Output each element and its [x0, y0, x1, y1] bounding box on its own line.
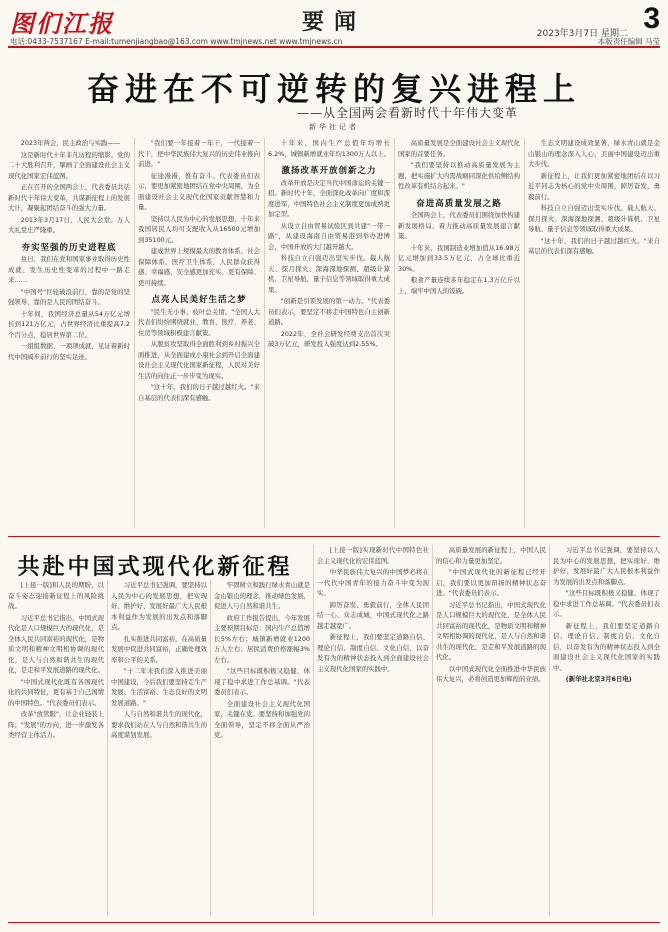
column-divider [313, 545, 314, 916]
paragraph: 新征程上，我们要坚定道路自信、理论自信、制度自信、文化自信，以奋发有为的精神状态投入到全面建设社会主义现代化国家的实践中。 [553, 621, 660, 672]
column-divider [107, 580, 108, 916]
paragraph: "我们要坚持以推动高质量发展为主题，把实施扩大内需战略同深化供给侧结构性改革有机结合起来。" [398, 161, 520, 190]
paragraph: 踔厉奋发、勇毅前行，全体人民团结一心、众志成城，中国式现代化之路越走越宽广。 [317, 600, 429, 630]
paragraph: 全面建设社会主义现代化国家，关键在党。要坚持和加强党的全面领导，坚定不移全面从严治党。 [214, 699, 310, 739]
paragraph: 这是新时代十年非凡历程的缩影。党的二十大胜利召开，擘画了全面建设社会主义现代化国家宏伟蓝图。 [8, 150, 130, 180]
column-divider [549, 545, 550, 916]
paragraph: 一组组数据、一项项成就，见证着新时代中国阔步前行的坚实足迹。 [8, 342, 130, 361]
paragraph: 鱼日，我们在党和国家事业取得历史性成就、发生历史性变革的过程中一路走来…… [8, 255, 130, 284]
paragraph: "创新是引领发展的第一动力。"代表委员们表示，要坚定不移走中国特色自主创新道路。 [268, 297, 390, 326]
paragraph: 十年来，我国制造业增加值从16.98万亿元增加到33.5万亿元，占全球比重近30%。 [398, 243, 520, 273]
paragraph: [上接一版]实现新时代中国特色社会主义现代化的宏伟蓝图。 [317, 546, 429, 565]
paragraph: 中华民族伟大复兴的中国梦必将在一代代中国青年的接力奋斗中变为现实。 [317, 568, 429, 597]
paragraph: 新征程上，让我们更加紧密地团结在以习近平同志为核心的党中央周围，踔厉奋发、勇毅前行。 [528, 171, 660, 201]
article1-column-2 [138, 138, 260, 530]
paragraph: 生态文明建设成效显著，绿水青山就是金山银山的理念深入人心，美丽中国建设迈出重大步伐。 [528, 139, 660, 168]
paragraph: 习近平总书记指出，中国式现代化是人口规模巨大的现代化，是全体人民共同富裕的现代化，是物质文明和精神文明相协调的现代化，是人与自然和谐共生的现代化，是走和平发展道路的现代化。 [8, 613, 104, 674]
paragraph: 牢固树立和践行绿水青山就是金山银山的理念，推动绿色发展，促进人与自然和谐共生。 [214, 581, 310, 610]
article2-column-6 [553, 545, 660, 918]
paragraph: "民生无小事，枝叶总关情。"全国人大代表们纷纷围绕就业、教育、医疗、养老、住房等领域积极建言献策。 [138, 307, 260, 337]
paragraph: 政府工作报告提出，今年发展主要预期目标是：国内生产总值增长5%左右；城镇新增就业1200万人左右；居民消费价格涨幅3%左右。 [214, 613, 310, 664]
paragraph: "这些目标既积极又稳健，体现了稳中求进工作总基调。"代表委员们表示。 [553, 589, 660, 618]
paragraph: 新征程上，我们要坚定道路自信、理论自信、制度自信、文化自信，以奋发有为的精神状态投入到全面建设社会主义现代化国家的实践中。 [317, 633, 429, 673]
paragraph: 建成世界上规模最大的教育体系、社会保障体系、医疗卫生体系，人民群众获得感、幸福感、安全感更加充实、更有保障、更可持续。 [138, 247, 260, 287]
publication-date: 2023年3月7日 星期二 [536, 29, 628, 39]
footer-rule [8, 922, 660, 923]
paragraph: 科技自立自强迈出坚实步伐。载人航天、探月探火、深海深地探测、超级计算机、卫星导航、量子信息等领域取得重大成果。 [528, 204, 660, 233]
paragraph: 十年间，我国经济总量从54万亿元增长到121万亿元，占世界经济比重提高7.2个百分点，稳居世界第二位。 [8, 309, 130, 339]
newspaper-logo: 图们江报 [10, 9, 114, 38]
paragraph: 正在召开的全国两会上，代表委员共话新时代十年伟大变革，共谋新征程上的发展大计，凝聚起团结奋斗的强大力量。 [8, 183, 130, 212]
column-divider [210, 580, 211, 916]
paragraph: 征途漫漫，惟有奋斗。代表委员们表示，要更加紧密地团结在党中央周围，为全面建设社会主义现代化国家贡献智慧和力量。 [138, 171, 260, 211]
article2-column-2 [111, 580, 207, 918]
paragraph: 从脱贫攻坚取得全面胜利到乡村振兴全面推进，从全面建成小康社会到开启全面建设社会主义现代化国家新征程，人民对美好生活的向往正一步步变为现实。 [138, 340, 260, 380]
article2-column-4 [317, 545, 429, 918]
paragraph: 从设立自由贸易试验区到共建"一带一路"，从建设海南自由贸易港到举办进博会，中国开放的大门越开越大。 [268, 221, 390, 251]
paragraph: 高质量发展是全面建设社会主义现代化国家的首要任务。 [398, 139, 520, 158]
paragraph: "中国式现代化的新征程已经开启，我们要以更加昂扬的精神状态奋进。"代表委员们表示。 [436, 568, 546, 597]
paragraph: 习近平总书记指出，中国式现代化是人口规模巨大的现代化，是全体人民共同富裕的现代化，是物质文明和精神文明相协调的现代化，是人与自然和谐共生的现代化，是走和平发展道路的现代化。 [436, 600, 546, 661]
article2-column-1 [8, 580, 104, 918]
column-divider [134, 138, 135, 528]
paragraph: "这十年，我们的日子越过越红火。"来自基层的代表们深有感触。 [528, 236, 660, 255]
source-note: (新华社北京3月6日电) [565, 675, 632, 683]
paragraph: "中国式现代化既有各国现代化的共同特征，更有基于自己国情的中国特色。"代表委员们表示。 [8, 677, 104, 707]
paragraph: "这十年，我们的日子越过越红火。"来自基层的代表们深有感触。 [138, 383, 260, 402]
paragraph: 坚持以人民为中心的发展思想，十年来我国居民人均可支配收入从16500元增加到35100元。 [138, 214, 260, 244]
section-subhead: 奋进高质量发展之路 [416, 198, 502, 209]
byline: 新华社记者 [309, 123, 359, 131]
header-rule [8, 46, 660, 48]
column-divider [264, 138, 265, 528]
column-divider [394, 138, 395, 528]
section-name: 要闻 [301, 9, 366, 35]
paragraph: 科技自立自强迈出坚实步伐。载人航天、探月探火、深海深地探测、超级计算机、卫星导航、量子信息等领域取得重大成果。 [268, 254, 390, 294]
main-headline: 奋进在不可逆转的复兴进程上 [86, 70, 581, 108]
paragraph: 改革开放是决定当代中国命运的关键一招。新时代十年，全面深化改革向广度和深度进军，中国特色社会主义制度更加成熟更加定型。 [268, 178, 390, 218]
paragraph: 习近平总书记强调，要坚持以人民为中心的发展思想，把实现好、维护好、发展好最广大人民根本利益作为发展的出发点和落脚点。 [553, 546, 660, 586]
paragraph: 扎实推进共同富裕，在高质量发展中促进共同富裕，正确处理效率和公平的关系。 [111, 634, 207, 664]
paragraph: 十年来，国内生产总值年均增长6.2%，城镇新增就业年均1300万人以上。 [268, 139, 390, 158]
section-subhead: 点亮人民美好生活之梦 [151, 295, 247, 305]
second-headline: 共赴中国式现代化新征程 [17, 555, 293, 580]
paragraph: 2023年两会，民主政治与实践—— [20, 139, 121, 147]
paragraph: "我们要一年接着一年干，一代接着一代干，把中华民族伟大复兴的历史伟业推向前进。" [138, 139, 260, 168]
article1-column-1 [8, 138, 130, 530]
paragraph: "中国号"巨轮破浪前行，靠的是党的坚强领导、靠的是人民的团结奋斗。 [8, 287, 130, 306]
paragraph: "这些目标既积极又稳健，体现了稳中求进工作总基调。"代表委员们表示。 [214, 667, 310, 696]
column-divider [432, 545, 433, 916]
paragraph: 全国两会上，代表委员们围绕加快构建新发展格局、着力推动高质量发展建言献策。 [398, 211, 520, 240]
paragraph: 粮食产量连续多年稳定在1.3万亿斤以上，端牢中国人的饭碗。 [398, 276, 520, 295]
contact-info: 电话:0433-7537167 E-mail:tumenjiangbao@163.com www.tmjnews.net www.tmjnews.cn [10, 37, 343, 46]
article1-column-5 [528, 138, 660, 530]
main-subheadline: ——从全国两会看新时代十年伟大变革 [296, 106, 518, 120]
article-separator [8, 536, 660, 537]
page-number: 3 [643, 2, 660, 35]
paragraph: 以中国式现代化全面推进中华民族伟大复兴，必将创造更加辉煌的业绩。 [436, 664, 546, 683]
editor-credit: 本版责任编辑 马莹 [597, 37, 660, 46]
article1-column-4 [398, 138, 520, 530]
column-divider [524, 138, 525, 528]
paragraph: 2013年3月17日，人民大会堂。万人大礼堂庄严隆重。 [8, 215, 130, 234]
paragraph: 习近平总书记强调，要坚持以人民为中心的发展思想，把实现好、维护好、发展好最广大人民根本利益作为发展的出发点和落脚点。 [111, 581, 207, 631]
article2-column-5 [436, 545, 546, 918]
section-subhead: 激扬改革开放创新之力 [281, 166, 377, 176]
paragraph: 2022年，全社会研发经费支出首次突破3万亿元，研发投入强度达到2.55%。 [268, 329, 390, 348]
paragraph: [上接一版]和人民的期盼，以奋斗姿态迎接新征程上的风险挑战。 [8, 581, 104, 610]
paragraph: "十二年来我们深入推进美丽中国建设，今后我们要坚持走生产发展、生活富裕、生态良好的文明发展道路。" [111, 667, 207, 707]
paragraph: 改革"放管服"，让企业轻装上阵；"发展"的方向，进一步激发各类经营主体活力。 [8, 710, 104, 739]
section-subhead: 夯实坚强的历史进程底 [21, 242, 117, 253]
masthead [0, 0, 668, 48]
article1-column-3 [268, 138, 390, 530]
article2-column-3 [214, 580, 310, 918]
paragraph: 人与自然和谐共生的现代化，要求我们站在人与自然和谐共生的高度谋划发展。 [111, 710, 207, 739]
paragraph: 高质量发展的新征程上，中国人民的信心和力量更加坚定。 [436, 546, 546, 565]
